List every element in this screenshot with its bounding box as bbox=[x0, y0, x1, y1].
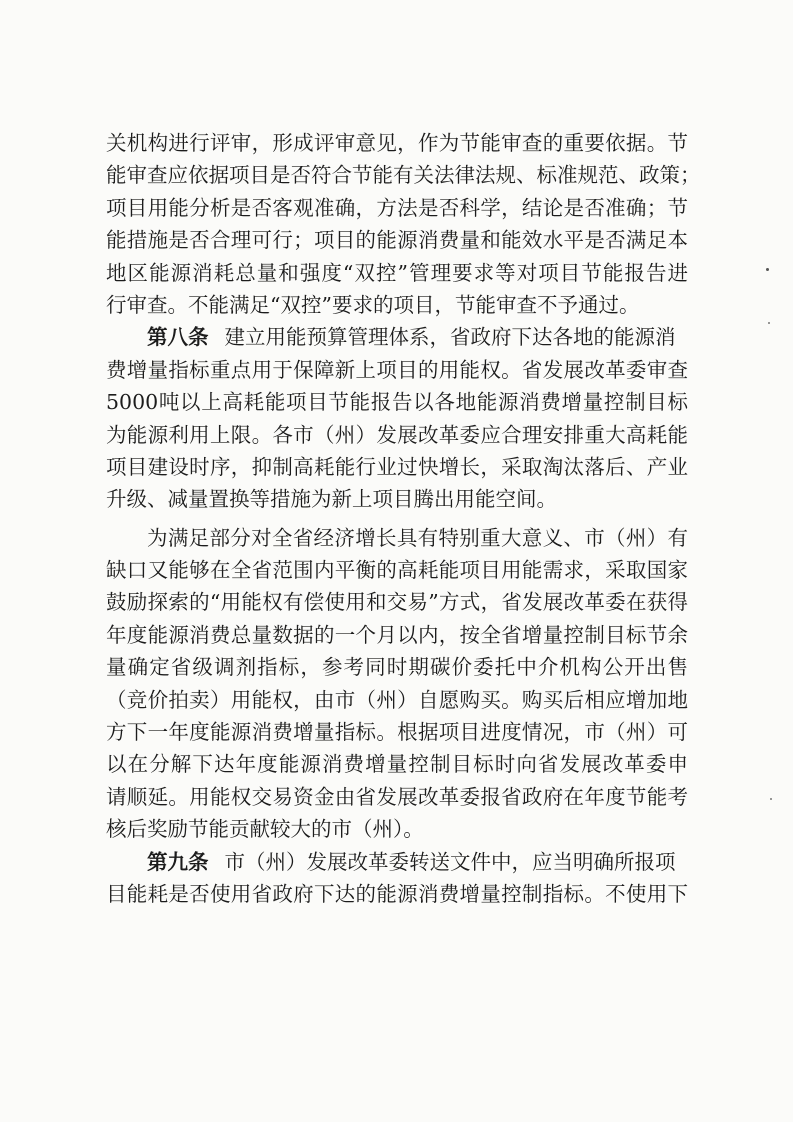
article-8-paragraph bbox=[106, 321, 688, 515]
article-9-first-line bbox=[106, 846, 688, 878]
text-line: 升级、减量置换等措施为新上项目腾出用能空间。 bbox=[106, 487, 557, 512]
article-9-label: 第九条 bbox=[147, 849, 209, 874]
text-line: 量确定省级调剂指标，参考同时期碳价委托中介机构公开出售 bbox=[106, 655, 688, 680]
article-9-paragraph bbox=[106, 846, 688, 911]
document-body bbox=[106, 127, 701, 910]
text-line: 能措施是否合理可行；项目的能源消费量和能效水平是否满足本 bbox=[106, 228, 688, 253]
scan-mark bbox=[770, 798, 772, 800]
text-line: 缺口又能够在全省范围内平衡的高耗能项目用能需求，采取国家 bbox=[106, 558, 688, 583]
text-line: 鼓励探索的“用能权有偿使用和交易”方式，省发展改革委在获得 bbox=[106, 590, 688, 615]
text-line: 请顺延。用能权交易资金由省发展改革委报省政府在年度节能考 bbox=[106, 784, 688, 809]
text-line: 费增量指标重点用于保障新上项目的用能权。省发展改革委审查 bbox=[106, 357, 688, 382]
article-9-first-line-text: 市（州）发展改革委转送文件中，应当明确所报项 bbox=[224, 849, 676, 874]
text-line: 年度能源消费总量数据的一个月以内，按全省增量控制目标节余 bbox=[106, 622, 688, 647]
text-line: 5000吨以上高耗能项目节能报告以各地能源消费增量控制目标 bbox=[106, 390, 688, 415]
text-line: 地区能源消耗总量和强度“双控”管理要求等对项目节能报告进 bbox=[106, 260, 688, 285]
text-line: 为满足部分对全省经济增长具有特别重大意义、市（州）有 bbox=[147, 525, 688, 550]
text-line: （竞价拍卖）用能权，由市（州）自愿购买。购买后相应增加地 bbox=[106, 687, 688, 712]
text-line: 能审查应依据项目是否符合节能有关法律法规、标准规范、政策； bbox=[106, 163, 701, 188]
scan-mark bbox=[768, 322, 770, 324]
article-8-label: 第八条 bbox=[147, 325, 209, 350]
paragraph-3 bbox=[106, 522, 688, 846]
scan-mark bbox=[766, 268, 769, 271]
paragraph-1 bbox=[106, 127, 701, 321]
text-line: 关机构进行评审，形成评审意见，作为节能审查的重要依据。节 bbox=[106, 131, 688, 155]
article-8-first-line-text: 建立用能预算管理体系，省政府下达各地的能源消 bbox=[224, 325, 676, 350]
text-line: 为能源利用上限。各市（州）发展改革委应合理安排重大高耗能 bbox=[106, 422, 688, 447]
text-line: 目能耗是否使用省政府下达的能源消费增量控制指标。不使用下 bbox=[106, 881, 688, 906]
text-line: 项目建设时序，抑制高耗能行业过快增长，采取淘汰落后、产业 bbox=[106, 454, 688, 479]
text-line: 核后奖励节能贡献较大的市（州）。 bbox=[106, 817, 424, 842]
text-line: 以在分解下达年度能源消费增量控制目标时向省发展改革委申 bbox=[106, 752, 688, 777]
text-line: 行审查。不能满足“双控”要求的项目，节能审查不予通过。 bbox=[106, 292, 640, 317]
article-8-first-line bbox=[106, 321, 688, 353]
text-line: 项目用能分析是否客观准确，方法是否科学，结论是否准确；节 bbox=[106, 195, 688, 220]
text-line: 方下一年度能源消费增量指标。根据项目进度情况，市（州）可 bbox=[106, 720, 688, 745]
